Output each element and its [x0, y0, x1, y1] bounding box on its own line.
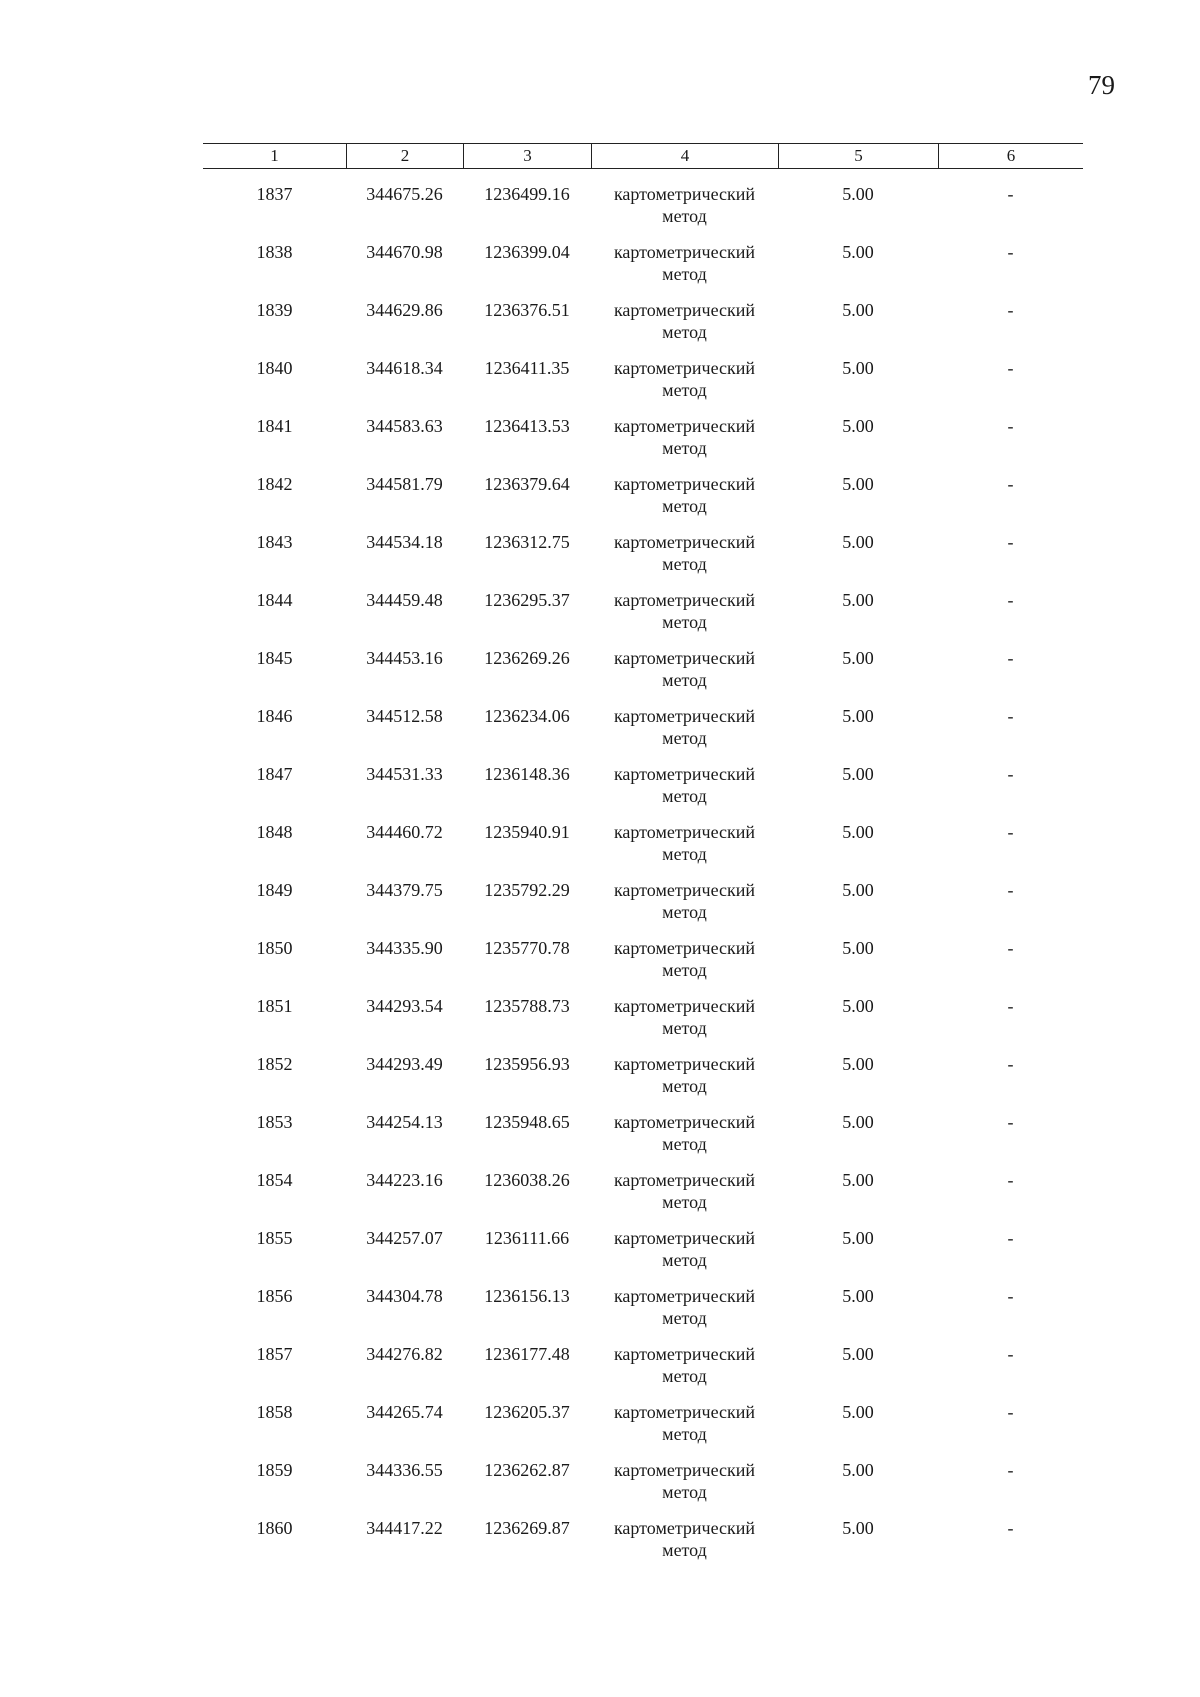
- x-coordinate: 344618.34: [366, 358, 443, 378]
- column-header-4: 4: [591, 144, 778, 168]
- x-coordinate: 344336.55: [366, 1460, 443, 1480]
- method-line-2: метод: [662, 1192, 707, 1212]
- accuracy: 5.00: [842, 1286, 874, 1306]
- table-body: [203, 183, 1083, 1575]
- y-coordinate: 1235788.73: [484, 996, 570, 1016]
- accuracy: 5.00: [842, 242, 874, 262]
- y-coordinate: 1235948.65: [484, 1112, 570, 1132]
- y-coordinate: 1236411.35: [484, 358, 570, 378]
- note: -: [1007, 996, 1014, 1016]
- note: -: [1007, 184, 1014, 204]
- y-coordinate: 1236038.26: [484, 1170, 570, 1190]
- accuracy: 5.00: [842, 880, 874, 900]
- method: [591, 1517, 778, 1575]
- point-number: 1851: [256, 996, 293, 1016]
- x-coordinate: 344335.90: [366, 938, 443, 958]
- note: -: [1007, 1112, 1014, 1132]
- y-coordinate: 1235770.78: [484, 938, 570, 958]
- method-line-2: метод: [662, 1308, 707, 1328]
- note: -: [1007, 474, 1014, 494]
- table-row: [203, 357, 1083, 415]
- method-line-2: метод: [662, 1018, 707, 1038]
- x-coordinate: 344581.79: [366, 474, 443, 494]
- method: [591, 1111, 778, 1169]
- point-number: 1842: [256, 474, 293, 494]
- x-coordinate: 344670.98: [366, 242, 443, 262]
- x-coordinate: 344293.54: [366, 996, 443, 1016]
- method-line-2: метод: [662, 1250, 707, 1270]
- point-number: 1852: [256, 1054, 293, 1074]
- method-line-1: картометрический: [613, 1286, 756, 1306]
- note: -: [1007, 358, 1014, 378]
- note: -: [1007, 1170, 1014, 1190]
- method-line-1: картометрический: [613, 706, 756, 726]
- method: [591, 1169, 778, 1227]
- x-coordinate: 344629.86: [366, 300, 443, 320]
- column-header-2: 2: [346, 144, 463, 168]
- method: [591, 473, 778, 531]
- x-coordinate: 344379.75: [366, 880, 443, 900]
- x-coordinate: 344460.72: [366, 822, 443, 842]
- method-line-2: метод: [662, 206, 707, 226]
- accuracy: 5.00: [842, 938, 874, 958]
- table-row: [203, 1285, 1083, 1343]
- method-line-2: метод: [662, 612, 707, 632]
- method-line-1: картометрический: [613, 938, 756, 958]
- point-number: 1860: [256, 1518, 293, 1538]
- table-row: [203, 763, 1083, 821]
- table-row: [203, 937, 1083, 995]
- accuracy: 5.00: [842, 1112, 874, 1132]
- point-number: 1847: [256, 764, 293, 784]
- accuracy: 5.00: [842, 416, 874, 436]
- table-row: [203, 299, 1083, 357]
- method-line-1: картометрический: [613, 1054, 756, 1074]
- method: [591, 995, 778, 1053]
- x-coordinate: 344257.07: [366, 1228, 443, 1248]
- method-line-2: метод: [662, 728, 707, 748]
- y-coordinate: 1236111.66: [484, 1228, 570, 1248]
- column-header-1: 1: [270, 146, 279, 165]
- note: -: [1007, 1460, 1014, 1480]
- accuracy: 5.00: [842, 822, 874, 842]
- method: [591, 1285, 778, 1343]
- point-number: 1854: [256, 1170, 293, 1190]
- table-row: [203, 705, 1083, 763]
- accuracy: 5.00: [842, 1344, 874, 1364]
- table-row: [203, 879, 1083, 937]
- method: [591, 241, 778, 299]
- method-line-2: метод: [662, 1076, 707, 1096]
- method-line-2: метод: [662, 1540, 707, 1560]
- table-row: [203, 995, 1083, 1053]
- method-line-2: метод: [662, 1482, 707, 1502]
- coordinates-table: [203, 143, 1083, 1575]
- table-row: [203, 1169, 1083, 1227]
- point-number: 1858: [256, 1402, 293, 1422]
- method-line-1: картометрический: [613, 1112, 756, 1132]
- y-coordinate: 1236295.37: [484, 590, 570, 610]
- accuracy: 5.00: [842, 1228, 874, 1248]
- accuracy: 5.00: [842, 706, 874, 726]
- method-line-1: картометрический: [613, 1228, 756, 1248]
- method-line-2: метод: [662, 960, 707, 980]
- method-line-1: картометрический: [613, 1344, 756, 1364]
- x-coordinate: 344417.22: [366, 1518, 443, 1538]
- note: -: [1007, 242, 1014, 262]
- note: -: [1007, 1054, 1014, 1074]
- method-line-2: метод: [662, 322, 707, 342]
- point-number: 1856: [256, 1286, 293, 1306]
- method: [591, 415, 778, 473]
- table-row: [203, 1227, 1083, 1285]
- method-line-1: картометрический: [613, 1170, 756, 1190]
- point-number: 1848: [256, 822, 293, 842]
- point-number: 1857: [256, 1344, 293, 1364]
- x-coordinate: 344276.82: [366, 1344, 443, 1364]
- method-line-1: картометрический: [613, 996, 756, 1016]
- note: -: [1007, 1402, 1014, 1422]
- method-line-1: картометрический: [613, 532, 756, 552]
- table-row: [203, 1053, 1083, 1111]
- y-coordinate: 1236376.51: [484, 300, 570, 320]
- method-line-1: картометрический: [613, 1460, 756, 1480]
- accuracy: 5.00: [842, 648, 874, 668]
- method-line-1: картометрический: [613, 184, 756, 204]
- table-row: [203, 473, 1083, 531]
- method-line-2: метод: [662, 554, 707, 574]
- point-number: 1850: [256, 938, 293, 958]
- table-header: [203, 143, 1083, 169]
- x-coordinate: 344453.16: [366, 648, 443, 668]
- point-number: 1843: [256, 532, 293, 552]
- point-number: 1846: [256, 706, 293, 726]
- method-line-2: метод: [662, 670, 707, 690]
- note: -: [1007, 1228, 1014, 1248]
- method-line-1: картометрический: [613, 1518, 756, 1538]
- method: [591, 357, 778, 415]
- y-coordinate: 1236379.64: [484, 474, 570, 494]
- column-header-3: 3: [463, 144, 591, 168]
- method: [591, 705, 778, 763]
- method-line-1: картометрический: [613, 242, 756, 262]
- note: -: [1007, 300, 1014, 320]
- y-coordinate: 1236269.87: [484, 1518, 570, 1538]
- accuracy: 5.00: [842, 764, 874, 784]
- point-number: 1840: [256, 358, 293, 378]
- x-coordinate: 344534.18: [366, 532, 443, 552]
- table-row: [203, 821, 1083, 879]
- method: [591, 531, 778, 589]
- note: -: [1007, 1518, 1014, 1538]
- y-coordinate: 1236499.16: [484, 184, 570, 204]
- point-number: 1849: [256, 880, 293, 900]
- point-number: 1838: [256, 242, 293, 262]
- method-line-1: картометрический: [613, 590, 756, 610]
- y-coordinate: 1236205.37: [484, 1402, 570, 1422]
- x-coordinate: 344531.33: [366, 764, 443, 784]
- note: -: [1007, 648, 1014, 668]
- table-row: [203, 1111, 1083, 1169]
- point-number: 1837: [256, 184, 293, 204]
- y-coordinate: 1236156.13: [484, 1286, 570, 1306]
- y-coordinate: 1236399.04: [484, 242, 570, 262]
- x-coordinate: 344254.13: [366, 1112, 443, 1132]
- method: [591, 647, 778, 705]
- note: -: [1007, 590, 1014, 610]
- method-line-1: картометрический: [613, 1402, 756, 1422]
- y-coordinate: 1235956.93: [484, 1054, 570, 1074]
- method-line-2: метод: [662, 380, 707, 400]
- point-number: 1855: [256, 1228, 293, 1248]
- point-number: 1845: [256, 648, 293, 668]
- point-number: 1841: [256, 416, 293, 436]
- method: [591, 1459, 778, 1517]
- table-row: [203, 647, 1083, 705]
- x-coordinate: 344293.49: [366, 1054, 443, 1074]
- point-number: 1859: [256, 1460, 293, 1480]
- table-row: [203, 1459, 1083, 1517]
- method-line-1: картометрический: [613, 822, 756, 842]
- y-coordinate: 1236413.53: [484, 416, 570, 436]
- note: -: [1007, 938, 1014, 958]
- table-row: [203, 1343, 1083, 1401]
- x-coordinate: 344459.48: [366, 590, 443, 610]
- method-line-2: метод: [662, 786, 707, 806]
- y-coordinate: 1235792.29: [484, 880, 570, 900]
- method-line-2: метод: [662, 1424, 707, 1444]
- note: -: [1007, 764, 1014, 784]
- y-coordinate: 1236148.36: [484, 764, 570, 784]
- y-coordinate: 1236262.87: [484, 1460, 570, 1480]
- method: [591, 763, 778, 821]
- x-coordinate: 344223.16: [366, 1170, 443, 1190]
- point-number: 1853: [256, 1112, 293, 1132]
- accuracy: 5.00: [842, 532, 874, 552]
- y-coordinate: 1236269.26: [484, 648, 570, 668]
- method-line-1: картометрический: [613, 358, 756, 378]
- accuracy: 5.00: [842, 996, 874, 1016]
- x-coordinate: 344265.74: [366, 1402, 443, 1422]
- note: -: [1007, 706, 1014, 726]
- method: [591, 1401, 778, 1459]
- accuracy: 5.00: [842, 590, 874, 610]
- note: -: [1007, 1286, 1014, 1306]
- column-header-6: 6: [938, 144, 1083, 168]
- table-row: [203, 531, 1083, 589]
- table-row: [203, 183, 1083, 241]
- page-number: 79: [1088, 70, 1115, 100]
- accuracy: 5.00: [842, 300, 874, 320]
- method-line-2: метод: [662, 1134, 707, 1154]
- method-line-2: метод: [662, 844, 707, 864]
- method-line-1: картометрический: [613, 764, 756, 784]
- method: [591, 1343, 778, 1401]
- method-line-1: картометрический: [613, 416, 756, 436]
- method-line-1: картометрический: [613, 474, 756, 494]
- method: [591, 1053, 778, 1111]
- method: [591, 183, 778, 241]
- x-coordinate: 344675.26: [366, 184, 443, 204]
- note: -: [1007, 532, 1014, 552]
- method-line-1: картометрический: [613, 648, 756, 668]
- table-row: [203, 589, 1083, 647]
- method-line-1: картометрический: [613, 880, 756, 900]
- table-row: [203, 1517, 1083, 1575]
- method-line-1: картометрический: [613, 300, 756, 320]
- method-line-2: метод: [662, 264, 707, 284]
- method-line-2: метод: [662, 1366, 707, 1386]
- y-coordinate: 1236312.75: [484, 532, 570, 552]
- method-line-2: метод: [662, 902, 707, 922]
- accuracy: 5.00: [842, 184, 874, 204]
- note: -: [1007, 1344, 1014, 1364]
- note: -: [1007, 416, 1014, 436]
- x-coordinate: 344304.78: [366, 1286, 443, 1306]
- method: [591, 299, 778, 357]
- method-line-2: метод: [662, 438, 707, 458]
- method: [591, 879, 778, 937]
- accuracy: 5.00: [842, 1460, 874, 1480]
- table-row: [203, 415, 1083, 473]
- accuracy: 5.00: [842, 1170, 874, 1190]
- accuracy: 5.00: [842, 1054, 874, 1074]
- table-row: [203, 1401, 1083, 1459]
- method: [591, 1227, 778, 1285]
- method: [591, 821, 778, 879]
- x-coordinate: 344512.58: [366, 706, 443, 726]
- method: [591, 589, 778, 647]
- accuracy: 5.00: [842, 1402, 874, 1422]
- y-coordinate: 1236177.48: [484, 1344, 570, 1364]
- accuracy: 5.00: [842, 474, 874, 494]
- note: -: [1007, 880, 1014, 900]
- accuracy: 5.00: [842, 358, 874, 378]
- accuracy: 5.00: [842, 1518, 874, 1538]
- x-coordinate: 344583.63: [366, 416, 443, 436]
- y-coordinate: 1236234.06: [484, 706, 570, 726]
- method-line-2: метод: [662, 496, 707, 516]
- point-number: 1839: [256, 300, 293, 320]
- column-header-5: 5: [778, 144, 938, 168]
- method: [591, 937, 778, 995]
- point-number: 1844: [256, 590, 293, 610]
- table-row: [203, 241, 1083, 299]
- y-coordinate: 1235940.91: [484, 822, 570, 842]
- note: -: [1007, 822, 1014, 842]
